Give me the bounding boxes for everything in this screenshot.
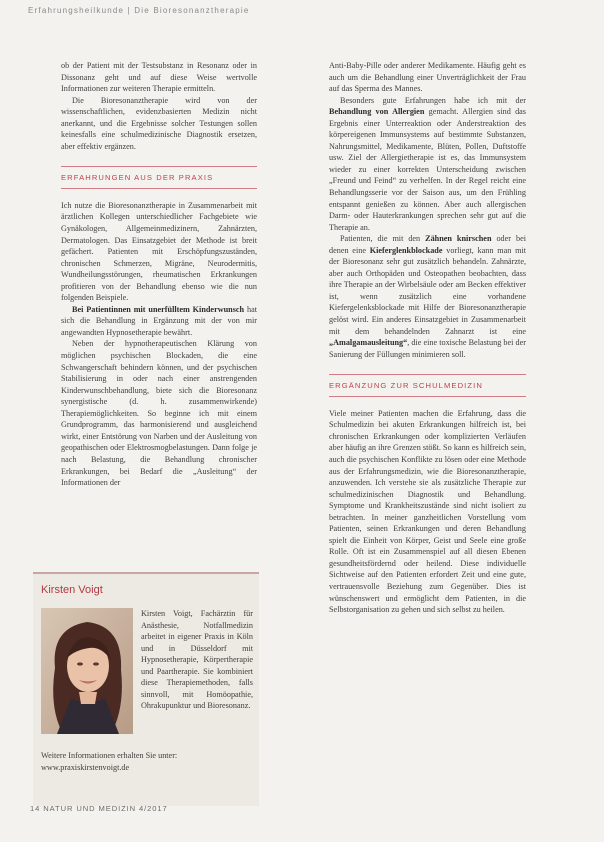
- portrait-image: [41, 608, 133, 734]
- page-footer: 14 NATUR UND MEDIZIN 4/2017: [30, 804, 168, 813]
- author-name: Kirsten Voigt: [41, 584, 103, 596]
- paragraph: Anti-Baby-Pille oder anderer Medikamente. Häufig geht es auch um die Behandlung einer Unverträglichkeit der Frau auf das Sperma des Mannes.: [329, 61, 526, 94]
- bold-text: „Amalgamausleitung“: [329, 338, 408, 348]
- author-photo: [41, 608, 133, 734]
- section-heading: ERFAHRUNGEN AUS DER PRAXIS: [61, 173, 214, 183]
- paragraph: Ich nutze die Bioresonanztherapie in Zusammenarbeit mit ärztlichen Kollegen unterschiedlicher Fachgebiete wie Gynäkologen, Allgemeinmedizinern, Zahnärzten, Dermatologen. Das Einsatzgebiet der Methode ist breit gefächert. Patienten mit Erschöpfungszuständen, chronischen Schmerzen, Migräne, Neurodermitis, Wundheilungsstörungen, rheumatischen Erkrankungen profitieren von der Behandlung ebenso wie die nun folgenden Beispiele.: [61, 200, 257, 303]
- bio-more-info: Weitere Informationen erhalten Sie unter: www.praxiskirstenvoigt.de: [41, 750, 255, 773]
- section-heading: ERGÄNZUNG ZUR SCHULMEDIZIN: [329, 381, 483, 391]
- bold-text: Zähnen knirschen: [425, 234, 492, 244]
- website-link[interactable]: www.praxiskirstenvoigt.de: [41, 762, 130, 772]
- bold-text: Behandlung von Allergien: [329, 107, 425, 117]
- paragraph: ob der Patient mit der Testsubstanz in Resonanz oder in Dissonanz geht und auf diese Weise wertvolle Informationen zur weiteren Therapie ermitteln.: [61, 61, 257, 94]
- right-column: [329, 60, 526, 616]
- author-bio-box: [33, 572, 259, 806]
- divider: [329, 396, 526, 397]
- paragraph: Besonders gute Erfahrungen habe ich mit der Behandlung von Allergien gemacht. Allergien sind das Ergebnis einer Unterreaktion oder Anderstreaktion des körpereigenen Immunsystems auf bestimmte Substanzen, Nahrungsmittel, Medikamente, Blüten, Pollen, Duftstoffe usw. Ziel der Allergietherapie ist es, das Immunsystem wieder zu einer korrekten Unterscheidung zwischen „Freund und Feind“ zu verhelfen. In der Regel reicht eine Behandlungsserie vor der Saison aus, um den Frühling entspannt genießen zu können. Aber auch allergischen Darm- oder Hauterkrankungen sprechen sehr gut auf die Therapie an.: [329, 95, 526, 232]
- running-header: Erfahrungsheilkunde | Die Bioresonanztherapie: [28, 6, 250, 15]
- left-column: [61, 60, 257, 489]
- paragraph: Neben der hypnotherapeutischen Klärung von möglichen psychischen Blockaden, die eine Schwangerschaft behindern können, und der psychischen Stabilisierung in oder nach einer anstrengenden Kinderwunschbehandlung, biete sich die Bioresonanz synergistische (d. h. zusammenwirkende) Therapiemöglichkeiten. So beginne ich mit einem Grundprogramm, das harmonisierend und ausgleichend wirkt, einer Entstörung von Narben und der Ausleitung von geopathischen oder Elektrosmogbelastungen. Dann folge je nach Belastung, die Behandlung chronischer Erkrankungen, bei Bedarf die „Ausleitung“ der Informationen der: [61, 339, 257, 488]
- bold-text: Bei Patientinnen mit unerfülltem Kinderwunsch: [72, 304, 245, 314]
- paragraph: Patienten, die mit den Zähnen knirschen oder bei denen eine Kieferglenkblockade vorliegt, kann man mit der Bioresonanz sehr gut zusätzlich behandeln. Zahnärzte, aber auch Orthopäden und Osteopathen beobachten, dass ihre Therapie an der Wirbelsäule oder am Becken effektiver ist, wenn zusätzlich eine vorhandene Kiefergelenksblockade mit Hilfe der Bioresonanztherapie gelöst wird. Ein anderes Einsatzgebiet in Zusammenarbeit mit dem behandelnden Zahnarzt ist eine „Amalgamausleitung“, die eine toxische Belastung bei der Sanierung der Füllungen minimieren soll.: [329, 234, 526, 359]
- paragraph: Viele meiner Patienten machen die Erfahrung, dass die Schulmedizin bei akuten Erkrankungen hilfreich ist, bei chronischen Erkrankungen oder komplizierten Verläufen aber häufig an ihre Grenzen stößt. So kann es hilfreich sein, auch die psychischen Konflikte zu lösen oder eine Methode aus der Erfahrungsmedizin, wie die Bioresonanztherapie, anzuwenden. Ich verstehe sie als zusätzliche Therapie zur schulmedizinischen Diagnostik und Behandlung. Symptome und Krankheitszustände sind nicht isoliert zu betrachten. In meiner ganzheitlichen Vorstellung vom Patienten, seinen Erkrankungen und deren Behandlung spielt die Einheit von Körper, Geist und Seele eine große Rolle. Oft ist ein Zusammenspiel auf all diesen Ebenen gesundheitsfördernd oder heilend. Diese individuelle Sichtweise auf den Patienten erfordert Zeit und eine gute, vertrauensvolle Beziehung zum Gegenüber. Dies ist wünschenswert und ermöglicht dem Patienten, in die Selbstorganisation zu gehen und sich selbst zu heilen.: [329, 408, 526, 615]
- paragraph: Die Bioresonanztherapie wird von der wissenschaftlichen, evidenzbasierten Medizin nicht anerkannt, und die Ergebnisse solcher Testungen sollen keinesfalls eine schulmedizinische Diagnostik ersetzen, aber effektiv ergänzen.: [61, 95, 257, 151]
- divider: [61, 188, 257, 189]
- paragraph: Bei Patientinnen mit unerfülltem Kinderwunsch hat sich die Behandlung in Ergänzung mit der von mir angewandten Hypnosetherapie bewährt.: [61, 304, 257, 337]
- bio-text: Kirsten Voigt, Fachärztin für Anästhesie, Notfallmedizin arbeitet in eigener Praxis in Köln und in Düsseldorf mit Hypnosetherapie, Körpertherapie und Paartherapie. Sie kombiniert diese Therapiemethoden, falls sinnvoll, mit Homöopathie, Ohrakupunktur und Bioresonanz.: [141, 609, 253, 711]
- bold-text: Kieferglenkblockade: [369, 245, 443, 255]
